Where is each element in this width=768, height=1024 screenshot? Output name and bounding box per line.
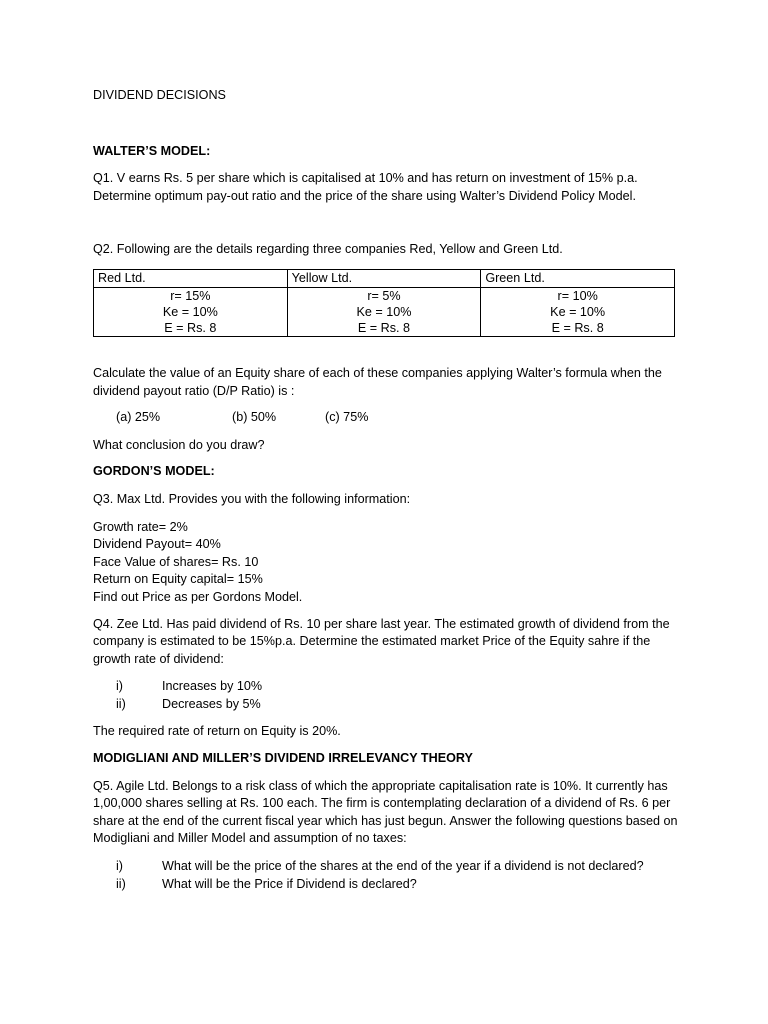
info-line: Growth rate= 2%: [93, 519, 188, 534]
list-item: [93, 678, 683, 696]
list-number: ii): [116, 876, 126, 891]
option-b: (b) 50%: [232, 410, 277, 425]
list-item: [93, 858, 683, 876]
list-text: What will be the price of the shares at the end of the year if a dividend is not declared?: [162, 859, 644, 874]
table-header-red: Red Ltd.: [94, 269, 288, 287]
cell-line: r= 10%: [557, 288, 598, 303]
cell-line: r= 5%: [367, 288, 401, 303]
mm-heading: MODIGLIANI AND MILLER’S DIVIDEND IRRELEVANCY THEORY: [93, 751, 473, 766]
cell-line: E = Rs. 8: [357, 320, 411, 335]
gordon-heading: GORDON’S MODEL:: [93, 464, 215, 479]
table-cell-yellow: [287, 287, 481, 336]
table-header-yellow: Yellow Ltd.: [287, 269, 481, 287]
list-number: i): [116, 859, 123, 874]
company-table: [93, 269, 675, 337]
conclusion-question: What conclusion do you draw?: [93, 437, 265, 452]
info-line: Return on Equity capital= 15%: [93, 572, 263, 587]
calculation-instruction: Calculate the value of an Equity share of each of these companies applying Walter’s formula when the dividend payout ratio (D/P Ratio) is :: [93, 365, 662, 398]
question-2: Q2. Following are the details regarding three companies Red, Yellow and Green Ltd.: [93, 242, 563, 257]
table-header-row: [94, 269, 675, 287]
list-text: Decreases by 5%: [162, 696, 261, 711]
q5-list: [93, 858, 683, 893]
list-text: Increases by 10%: [162, 679, 263, 694]
required-return: The required rate of return on Equity is 20%.: [93, 724, 341, 739]
cell-line: r= 15%: [170, 288, 211, 303]
cell-line: Ke = 10%: [550, 304, 606, 319]
info-line: Face Value of shares= Rs. 10: [93, 554, 259, 569]
cell-line: Ke = 10%: [356, 304, 412, 319]
q4-list: [93, 678, 683, 713]
list-number: ii): [116, 696, 126, 711]
option-c: (c) 75%: [325, 410, 369, 425]
list-number: i): [116, 679, 123, 694]
document-body: [93, 87, 683, 893]
question-4: Q4. Zee Ltd. Has paid dividend of Rs. 10 per share last year. The estimated growth of dividend from the company is estimated to be 15%p.a. Determine the estimated market Price of the Equity sahre if the growth rate of dividend:: [93, 616, 670, 666]
payout-options: [93, 409, 683, 427]
cell-line: E = Rs. 8: [551, 320, 604, 335]
info-line: Find out Price as per Gordons Model.: [93, 589, 303, 604]
walter-heading: WALTER’S MODEL:: [93, 143, 211, 158]
option-a: (a) 25%: [116, 410, 161, 425]
table-header-green: Green Ltd.: [481, 269, 675, 287]
question-1: Q1. V earns Rs. 5 per share which is capitalised at 10% and has return on investment of 15% p.a. Determine optimum pay-out ratio and the price of the share using Walter’s Dividend Policy Model.: [93, 171, 638, 203]
question-3: Q3. Max Ltd. Provides you with the following information:: [93, 491, 411, 506]
list-text: What will be the Price if Dividend is declared?: [162, 876, 417, 891]
table-row: [94, 287, 675, 336]
cell-line: Ke = 10%: [162, 304, 218, 319]
list-item: [93, 876, 683, 894]
question-5: Q5. Agile Ltd. Belongs to a risk class of which the appropriate capitalisation rate is 10%. It currently has 1,00,000 shares selling at Rs. 100 each. The firm is contemplating declaration of a dividend of Rs. 6 per share at the end of the current fiscal year which has just begun. Answer the following questions based on Modigliani and Miller Model and assumption of no taxes:: [93, 778, 678, 846]
document-title: DIVIDEND DECISIONS: [93, 88, 226, 102]
table-cell-green: [481, 287, 675, 336]
info-line: Dividend Payout= 40%: [93, 537, 221, 552]
table-cell-red: [94, 287, 288, 336]
list-item: [93, 696, 683, 714]
cell-line: E = Rs. 8: [164, 320, 217, 335]
q3-info-list: [93, 519, 683, 607]
